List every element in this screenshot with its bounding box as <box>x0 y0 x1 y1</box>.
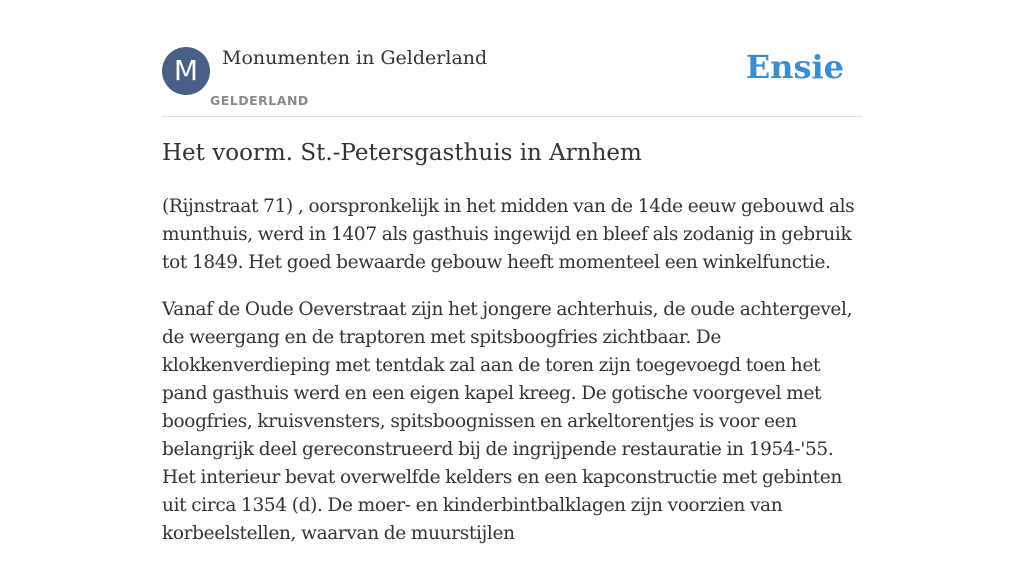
article-paragraph-1: (Rijnstraat 71) , oorspronkelijk in het midden van de 14de eeuw gebouwd als munthuis, werd in 1407 als gasthuis ingewijd en bleef als zodanig in gebruik tot 1849. Het goed bewaarde gebouw heeft momenteel een winkelfunctie. <box>162 196 855 273</box>
article-paragraph-2: Vanaf de Oude Oeverstraat zijn het jongere achterhuis, de oude achtergevel, de weergang en de traptoren met spitsboogfries zichtbaar. De klokkenverdieping met tentdak zal aan de toren zijn toegevoegd toen het pand gasthuis werd en een eigen kapel kreeg. De gotische voorgevel met boogfries, kruisvensters, spitsboognissen en arkeltorentjes is voor een belangrijk deel gereconstrueerd bij de ingrijpende restauratie in 1954-'55. Het interieur bevat overwelfde kelders en een kapconstructie met gebinten uit circa 1354 (d). De moer- en kinderbintbalklagen zijn voorzien van korbeelstellen, waarvan de muurstijlen <box>162 299 853 544</box>
article-body <box>162 193 862 567</box>
article-title: Het voorm. St.-Petersgasthuis in Arnhem <box>162 140 642 166</box>
book-title-link[interactable]: Monumenten in Gelderland <box>222 47 488 69</box>
page-header <box>162 46 862 117</box>
category-label[interactable]: GELDERLAND <box>210 93 309 108</box>
book-avatar[interactable]: M <box>162 47 210 95</box>
brand-logo[interactable]: Ensie <box>745 48 844 86</box>
